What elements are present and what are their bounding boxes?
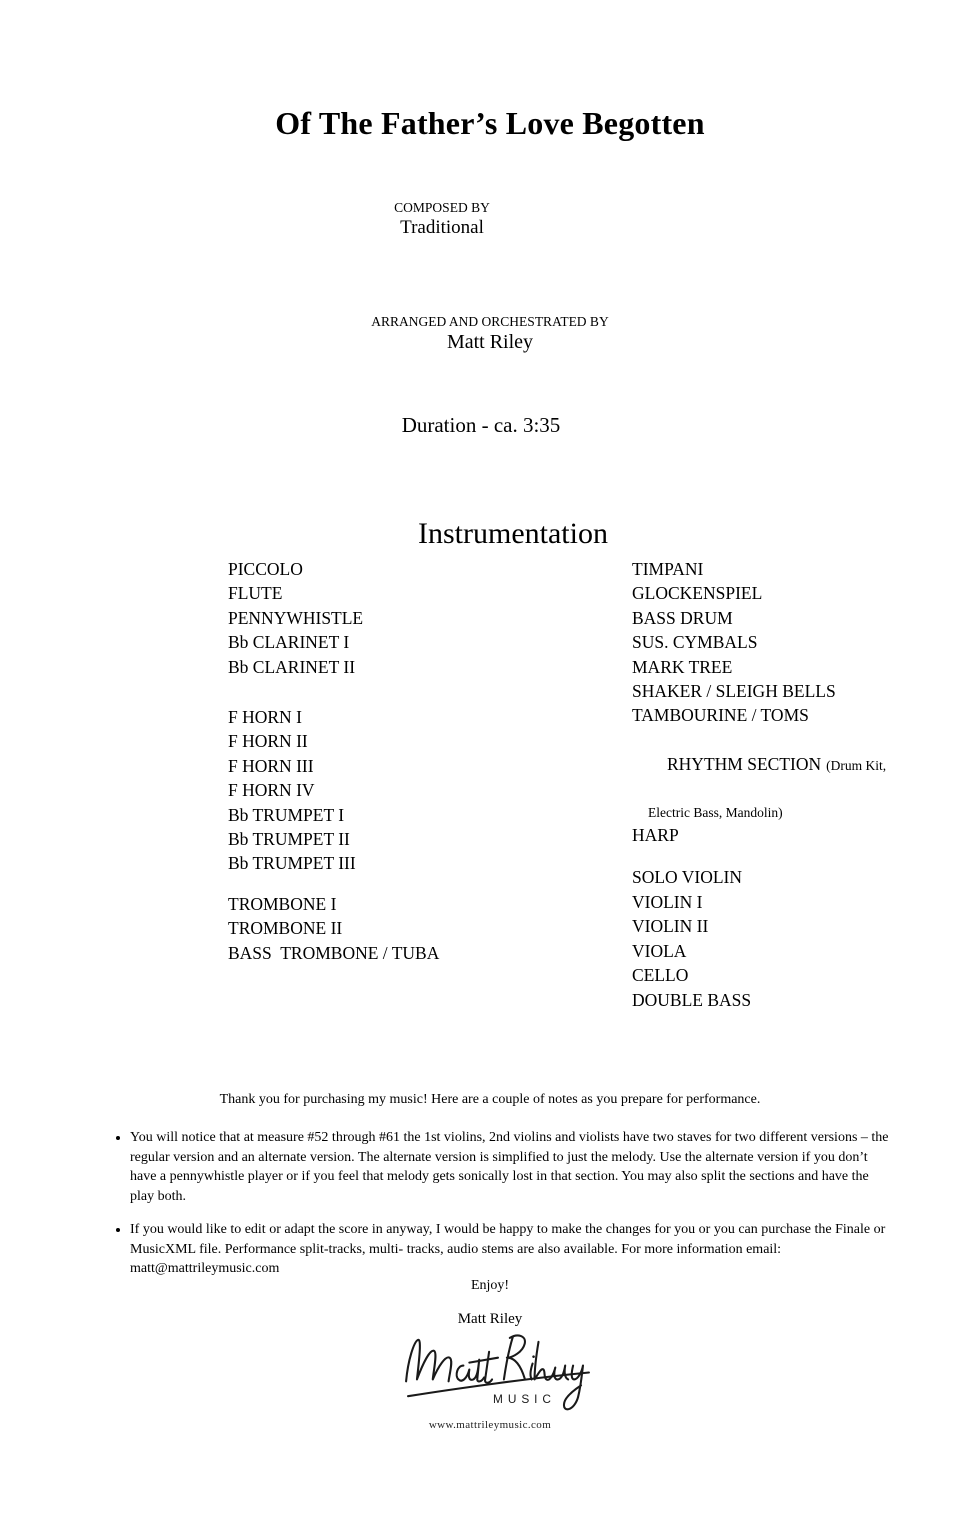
instrument-item: VIOLIN I — [632, 891, 703, 912]
signature-script — [531, 1342, 569, 1380]
matt-riley-music-logo — [398, 1330, 596, 1414]
instrument-item: TROMBONE II — [228, 918, 343, 939]
instrument-item: TROMBONE I — [228, 893, 337, 914]
performance-note-item: • If you would like to edit or adapt the score in anyway, I would be happy to make the changes for you or you can purchase the Finale or MusicXML file. Performance split-tracks, multi- tracks, audio stems are also available. For more information email: matt@mattrileymusic.com — [130, 1220, 894, 1279]
instrumentation-right-column — [632, 557, 980, 1012]
woodwinds-group — [228, 557, 632, 679]
instrument-item: Bb CLARINET II — [228, 656, 356, 677]
signature-script — [457, 1352, 492, 1383]
performance-notes-list — [112, 1128, 894, 1279]
instrument-item: Bb TRUMPET III — [228, 853, 356, 874]
duration-text: Duration - ca. 3:35 — [401, 413, 561, 437]
instrument-item: CELLO — [632, 965, 689, 986]
thank-you-text: Thank you for purchasing my music! Here are a couple of notes as you prepare for performance. — [219, 1092, 761, 1107]
instrument-item: Bb TRUMPET II — [228, 829, 350, 850]
instrument-item: FLUTE — [228, 583, 283, 604]
harp-item: HARP — [632, 825, 679, 846]
horns-trumpets-group — [228, 705, 632, 876]
instrument-item: PICCOLO — [228, 559, 303, 579]
instrument-item: F HORN III — [228, 755, 314, 776]
rhythm-section-label: RHYTHM SECTION — [667, 754, 822, 775]
instrument-item: Bb TRUMPET I — [228, 804, 345, 825]
instrument-item: MARK TREE — [632, 656, 733, 677]
composer-name: Traditional — [400, 217, 484, 238]
website-url: www.mattrileymusic.com — [428, 1419, 552, 1431]
arranged-block — [0, 313, 980, 354]
instrument-item: Bb CLARINET I — [228, 632, 350, 653]
instrument-item: SOLO VIOLIN — [632, 867, 743, 888]
instrument-item: F HORN II — [228, 731, 308, 752]
instrumentation-columns — [228, 557, 980, 1012]
signoff-name: Matt Riley — [457, 1311, 523, 1327]
strings-group — [632, 865, 980, 1011]
page-title: Of The Father’s Love Begotten — [275, 105, 705, 142]
instrument-item: BASS TROMBONE / TUBA — [228, 942, 440, 963]
percussion-group — [632, 557, 980, 728]
signature-script — [469, 1358, 498, 1363]
instrument-item: TIMPANI — [632, 559, 704, 579]
music-wordmark: MUSIC — [493, 1392, 556, 1407]
instrument-item: BASS DRUM — [632, 607, 733, 628]
composed-by-label: COMPOSED BY — [394, 200, 490, 215]
rhythm-section-item — [632, 728, 980, 803]
signature-graphic — [398, 1330, 596, 1414]
enjoy-text: Enjoy! — [470, 1278, 510, 1293]
instrumentation-heading: Instrumentation — [418, 516, 608, 550]
instrument-item: SUS. CYMBALS — [632, 632, 758, 653]
instrument-item: PENNYWHISTLE — [228, 607, 364, 628]
instrument-item: GLOCKENSPIEL — [632, 583, 763, 604]
instrument-item: VIOLA — [632, 940, 687, 961]
instrument-item: F HORN IV — [228, 780, 315, 801]
instrumentation-left-column — [228, 557, 632, 1012]
composed-block — [0, 199, 932, 239]
signature-script — [564, 1366, 583, 1410]
rhythm-section-detail-2: Electric Bass, Mandolin) — [648, 805, 783, 821]
signature-script — [504, 1335, 525, 1379]
performance-notes — [112, 1128, 894, 1293]
rhythm-section-detail-1: (Drum Kit, — [826, 758, 887, 774]
trombones-group — [228, 892, 632, 965]
signature-script — [406, 1340, 451, 1382]
instrument-item: SHAKER / SLEIGH BELLS — [632, 681, 836, 702]
instrument-item: TAMBOURINE / TOMS — [632, 705, 809, 726]
instrument-item: VIOLIN II — [632, 916, 709, 937]
arranger-name: Matt Riley — [446, 331, 534, 353]
signature-i-dot — [532, 1355, 535, 1358]
instrument-item: DOUBLE BASS — [632, 989, 752, 1010]
instrument-item: F HORN I — [228, 707, 302, 728]
arranged-by-label: ARRANGED AND ORCHESTRATED BY — [371, 314, 609, 329]
performance-note-item: • You will notice that at measure #52 through #61 the 1st violins, 2nd violins and violists have two staves for two different versions – the regular version and an alternate version. The alternate version is simplified to just the melody. Use the alternate version if you don’t have a pennywhistle player or if you feel that melody gets sonically lost in that section. You may also split the sections and have the play both. — [130, 1128, 894, 1206]
